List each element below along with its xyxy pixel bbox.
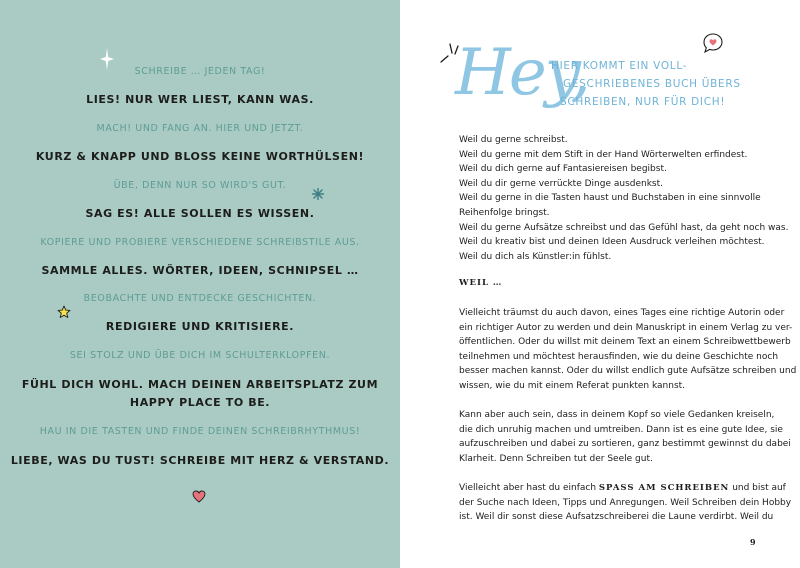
paragraph	[459, 306, 797, 394]
hey-subline: HIER KOMMT EIN VOLL-	[551, 60, 688, 72]
paragraph-line	[459, 481, 786, 496]
paragraph-line: öffentlichen. Oder du willst mit deinem Text an einem Schreibwettbewerb	[459, 337, 791, 348]
hey-subline: SCHREIBEN, NUR FÜR DICH!	[560, 96, 726, 108]
intro-line: Weil du dir gerne verrückte Dinge ausdenkst.	[459, 178, 664, 189]
intro-line: Weil du dich gerne auf Fantasiereisen begibst.	[459, 164, 667, 175]
motto-line: HAPPY PLACE TO BE.	[129, 396, 271, 409]
motto-line: LIEBE, WAS DU TUST! SCHREIBE MIT HERZ & VERSTAND.	[10, 454, 390, 467]
motto-line: BEOBACHTE UND ENTDECKE GESCHICHTEN.	[83, 293, 317, 304]
paragraph-line: aufzuschreiben und dabei zu sortieren, ganz bestimmt gewinnst du dabei	[459, 439, 791, 450]
hey-subline: GESCHRIEBENES BUCH ÜBERS	[563, 78, 741, 90]
intro-line: Weil du kreativ bist und deinen Ideen Ausdruck verleihen möchtest.	[459, 237, 765, 248]
paragraph-line: Klarheit. Denn Schreiben tut der Seele gut.	[459, 453, 653, 464]
motto-line: MACH! UND FANG AN. HIER UND JETZT.	[96, 123, 304, 134]
heart-icon	[192, 490, 206, 503]
text-run: und bist auf	[729, 483, 786, 493]
section-heading: WEIL …	[459, 278, 503, 288]
paragraph-line: die dich unruhig machen und umtreiben. Dann ist es eine gute Idee, sie	[459, 424, 783, 435]
intro-line: Weil du dich als Künstler:in fühlst.	[459, 251, 612, 262]
paragraph-line: ist. Weil dir sonst diese Aufsatzschreiberei die Laune verdirbt. Weil du	[459, 512, 774, 523]
motto-line: KOPIERE UND PROBIERE VERSCHIEDENE SCHREIBSTILE AUS.	[40, 237, 360, 248]
motto-line: LIES! NUR WER LIEST, KANN WAS.	[86, 93, 314, 106]
intro-line: Weil du gerne Aufsätze schreibst und das Gefühl hast, da geht noch was.	[459, 222, 789, 233]
intro-line: Weil du gerne in die Tasten haust und Buchstaben in eine sinnvolle	[459, 193, 761, 204]
paragraph-line: Kann aber auch sein, dass in deinem Kopf so viele Gedanken kreiseln,	[459, 410, 775, 420]
paragraph-line: teilnehmen und möchtest herausfinden, wie du deine Geschichte noch	[459, 351, 779, 362]
motto-line: FÜHL DICH WOHL. MACH DEINEN ARBEITSPLATZ ZUM	[21, 378, 379, 391]
intro-list	[459, 133, 789, 264]
paragraph-line: der Suche nach Ideen, Tipps und Anregungen. Weil Schreiben dein Hobby	[459, 497, 792, 508]
motto-line: SAG ES! ALLE SOLLEN ES WISSEN.	[85, 207, 315, 220]
motto-line: KURZ & KNAPP UND BLOSS KEINE WORTHÜLSEN!	[35, 150, 365, 163]
page-number: 9	[750, 537, 756, 547]
motto-line: SAMMLE ALLES. WÖRTER, IDEEN, SCHNIPSEL …	[41, 264, 359, 277]
emphasis-caps: SPASS AM SCHREIBEN	[598, 483, 730, 493]
speech-bubble-heart-icon	[702, 32, 724, 54]
intro-line: Reihenfolge bringst.	[459, 207, 550, 218]
paragraph-line: ein richtiger Autor zu werden und dein Manuskript in einem Verlag zu ver-	[459, 322, 793, 333]
paragraph-line: Vielleicht träumst du auch davon, eines Tages eine richtige Autorin oder	[459, 308, 785, 318]
motto-line: REDIGIERE UND KRITISIERE.	[105, 320, 295, 333]
motto-line: SEI STOLZ UND ÜBE DICH IM SCHULTERKLOPFEN.	[69, 350, 331, 361]
motto-line: SCHREIBE … JEDEN TAG!	[134, 66, 266, 77]
text-run: Vielleicht aber hast du einfach	[459, 483, 599, 493]
paragraph-line: wissen, wie du mit einem Referat punkten kannst.	[459, 380, 686, 391]
paragraph-line: besser machen kannst. Oder du willst endlich gute Aufsätze schreiben und	[459, 366, 797, 377]
intro-line: Weil du gerne mit dem Stift in der Hand Wörterwelten erfindest.	[459, 149, 748, 160]
paragraph	[459, 481, 792, 525]
motto-line: ÜBE, DENN NUR SO WIRD'S GUT.	[113, 180, 287, 191]
intro-line: Weil du gerne schreibst.	[459, 135, 568, 145]
paragraph	[459, 408, 791, 466]
motto-line: HAU IN DIE TASTEN UND FINDE DEINEN SCHREIBRHYTHMUS!	[39, 426, 361, 437]
hey-heading: Hey,	[455, 36, 589, 110]
